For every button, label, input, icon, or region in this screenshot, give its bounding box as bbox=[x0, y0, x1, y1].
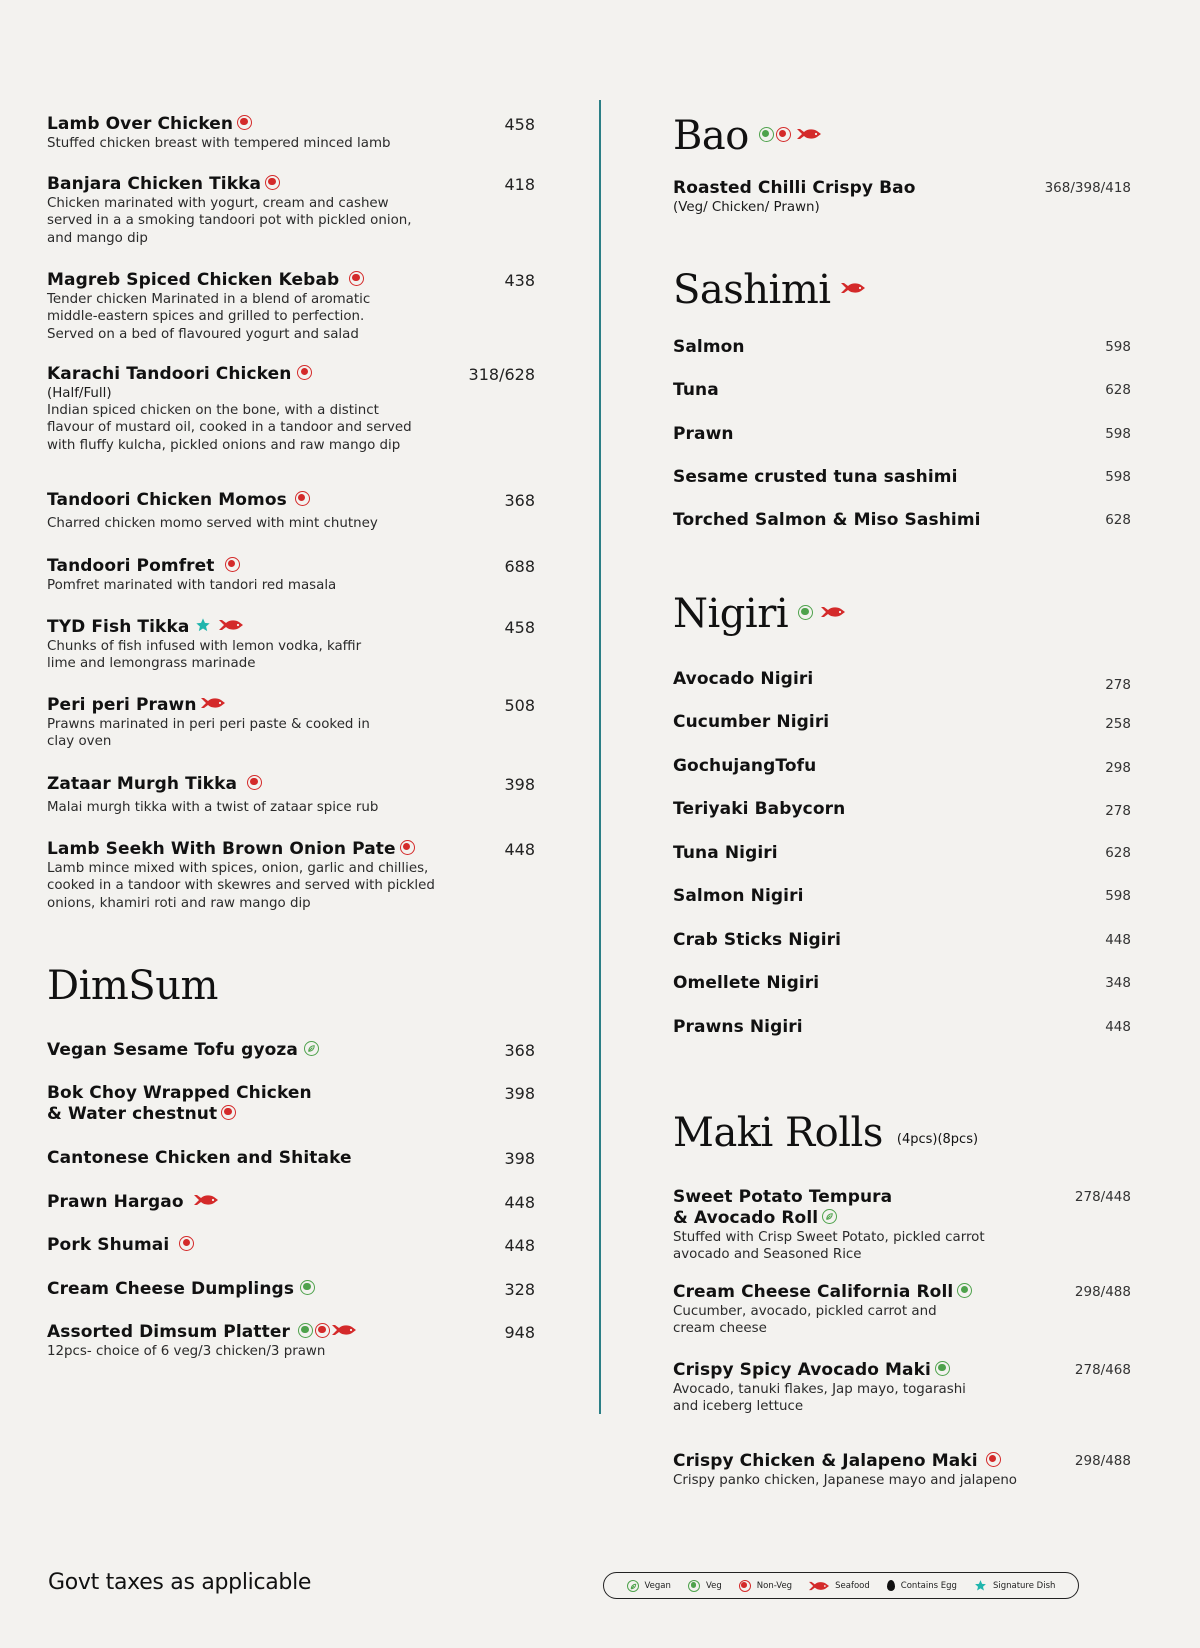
seafood-fish-icon bbox=[841, 282, 865, 294]
item-description: Lamb mince mixed with spices, onion, garlic and chillies, cooked in a tandoor with skewres and served with pickled onions, khamiri roti and raw mango dip bbox=[47, 861, 435, 911]
dietary-legend bbox=[603, 1572, 1079, 1599]
item-name: Cucumber Nigiri bbox=[673, 712, 830, 732]
diet-icons bbox=[237, 115, 252, 130]
menu-item bbox=[47, 556, 535, 594]
menu-item bbox=[673, 712, 1131, 735]
item-name: Omellete Nigiri bbox=[673, 973, 820, 993]
item-description: Chunks of fish infused with lemon vodka, kaffir lime and lemongrass marinade bbox=[47, 639, 362, 672]
diet-icons bbox=[986, 1452, 1001, 1467]
column-divider bbox=[599, 100, 601, 1414]
item-description: Tender chicken Marinated in a blend of aromatic middle-eastern spices and grilled to perfection. Served on a bed of flavoured yogurt and salad bbox=[47, 292, 371, 342]
seafood-fish-icon bbox=[809, 1581, 829, 1591]
diet-icons bbox=[221, 1105, 236, 1120]
legend-item-egg: Contains Egg bbox=[887, 1580, 957, 1591]
menu-item bbox=[673, 1451, 1131, 1489]
menu-item bbox=[673, 380, 1131, 401]
section-title-dimsum: DimSum bbox=[47, 963, 218, 1009]
legend-item-signature: Signature Dish bbox=[974, 1579, 1055, 1592]
legend-item-seafood: Seafood bbox=[809, 1581, 870, 1591]
egg-icon bbox=[887, 1580, 895, 1591]
item-price: 298 bbox=[1105, 760, 1131, 776]
taxes-note: Govt taxes as applicable bbox=[48, 1570, 312, 1595]
non-veg-icon bbox=[295, 491, 310, 506]
menu-item bbox=[673, 799, 1131, 822]
non-veg-icon bbox=[225, 557, 240, 572]
item-name: Assorted Dimsum Platter bbox=[47, 1322, 290, 1342]
item-price: 598 bbox=[1105, 339, 1131, 355]
item-description: Cucumber, avocado, pickled carrot and cream cheese bbox=[673, 1304, 937, 1337]
item-price: 258 bbox=[1105, 716, 1131, 732]
item-price: 598 bbox=[1105, 469, 1131, 485]
diet-icons bbox=[298, 1323, 356, 1338]
non-veg-icon bbox=[315, 1323, 330, 1338]
item-price: 418 bbox=[504, 175, 535, 194]
item-price: 298/488 bbox=[1074, 1453, 1131, 1469]
diet-icons bbox=[179, 1236, 194, 1251]
item-price: 448 bbox=[1105, 932, 1131, 948]
item-price: 628 bbox=[1105, 382, 1131, 398]
item-description: Crispy panko chicken, Japanese mayo and jalapeno bbox=[673, 1473, 1017, 1488]
non-veg-icon bbox=[986, 1452, 1001, 1467]
item-name: Sesame crusted tuna sashimi bbox=[673, 467, 958, 487]
item-description: 12pcs- choice of 6 veg/3 chicken/3 prawn bbox=[47, 1344, 326, 1359]
item-price: 398 bbox=[504, 1149, 535, 1168]
item-description: Stuffed with Crisp Sweet Potato, pickled carrot avocado and Seasoned Rice bbox=[673, 1230, 985, 1263]
menu-item bbox=[673, 843, 1131, 864]
item-price: 278 bbox=[1105, 677, 1131, 693]
menu-item bbox=[673, 337, 1131, 358]
menu-item bbox=[47, 1235, 535, 1256]
item-price: 448 bbox=[1105, 1019, 1131, 1035]
menu-item bbox=[47, 695, 535, 751]
section-title-bao: Bao bbox=[673, 114, 821, 158]
seafood-fish-icon bbox=[332, 1324, 356, 1336]
vegan-leaf-icon bbox=[822, 1209, 837, 1224]
diet-icons bbox=[265, 175, 280, 190]
signature-star-icon bbox=[974, 1579, 987, 1592]
section-diet-icons bbox=[759, 127, 821, 142]
menu-item bbox=[673, 930, 1131, 951]
item-name: Prawn bbox=[673, 424, 734, 444]
signature-star-icon bbox=[195, 617, 211, 633]
item-price: 448 bbox=[504, 840, 535, 859]
diet-icons bbox=[225, 557, 240, 572]
menu-item bbox=[673, 973, 1131, 994]
menu-item bbox=[673, 1017, 1131, 1038]
item-name: Bok Choy Wrapped Chicken bbox=[47, 1083, 312, 1103]
menu-item bbox=[673, 424, 1131, 445]
menu-item bbox=[673, 1360, 1131, 1416]
menu-item bbox=[47, 270, 535, 343]
item-price: 368 bbox=[504, 1041, 535, 1060]
item-description: Stuffed chicken breast with tempered minced lamb bbox=[47, 136, 391, 151]
item-name: Tuna Nigiri bbox=[673, 843, 778, 863]
menu-item bbox=[47, 1083, 535, 1125]
diet-icons bbox=[349, 271, 364, 286]
non-veg-icon bbox=[221, 1105, 236, 1120]
section-portion-note: (4pcs)(8pcs) bbox=[896, 1132, 979, 1147]
item-description: Charred chicken momo served with mint chutney bbox=[47, 516, 378, 531]
menu-item bbox=[673, 1187, 1131, 1264]
veg-icon bbox=[300, 1280, 315, 1295]
item-name: Peri peri Prawn bbox=[47, 695, 197, 715]
diet-icons bbox=[195, 617, 243, 633]
item-name: Prawns Nigiri bbox=[673, 1017, 803, 1037]
item-name: GochujangTofu bbox=[673, 756, 817, 776]
non-veg-icon bbox=[400, 840, 415, 855]
menu-item bbox=[673, 669, 1131, 696]
menu-item bbox=[47, 1148, 535, 1169]
veg-icon bbox=[935, 1361, 950, 1376]
veg-icon bbox=[957, 1283, 972, 1298]
section-title-nigiri: Nigiri bbox=[673, 592, 845, 636]
non-veg-icon bbox=[349, 271, 364, 286]
item-price: 628 bbox=[1105, 845, 1131, 861]
menu-item bbox=[47, 114, 535, 152]
item-portion: (Half/Full) bbox=[47, 386, 112, 401]
item-description: Indian spiced chicken on the bone, with a distinct flavour of mustard oil, cooked in a tandoor and served with fluffy kulcha, pickled onions and raw mango dip bbox=[47, 403, 412, 453]
item-name: Cantonese Chicken and Shitake bbox=[47, 1148, 352, 1168]
item-description: Pomfret marinated with tandori red masala bbox=[47, 578, 337, 593]
item-name: Lamb Seekh With Brown Onion Pate bbox=[47, 839, 396, 859]
item-portion: (Veg/ Chicken/ Prawn) bbox=[673, 200, 820, 215]
legend-item-non-veg: Non-Veg bbox=[739, 1580, 792, 1592]
item-name: Cream Cheese California Roll bbox=[673, 1282, 954, 1302]
menu-item bbox=[47, 174, 535, 247]
non-veg-icon bbox=[739, 1580, 751, 1592]
item-name: Karachi Tandoori Chicken bbox=[47, 364, 292, 384]
menu-item bbox=[47, 617, 535, 673]
item-name: TYD Fish Tikka bbox=[47, 617, 190, 637]
item-name: Lamb Over Chicken bbox=[47, 114, 234, 134]
seafood-fish-icon bbox=[219, 619, 243, 631]
veg-icon bbox=[798, 605, 813, 620]
diet-icons bbox=[935, 1361, 950, 1376]
item-name: Torched Salmon & Miso Sashimi bbox=[673, 510, 981, 530]
menu-item bbox=[47, 774, 535, 816]
item-name: Salmon bbox=[673, 337, 745, 357]
diet-icons bbox=[201, 697, 225, 709]
menu-item bbox=[673, 510, 1131, 531]
section-diet-icons bbox=[841, 282, 865, 294]
seafood-fish-icon bbox=[821, 606, 845, 618]
non-veg-icon bbox=[237, 115, 252, 130]
item-price: 278/448 bbox=[1074, 1189, 1131, 1205]
veg-icon bbox=[759, 127, 774, 142]
item-name: Sweet Potato Tempura bbox=[673, 1187, 893, 1207]
item-price: 508 bbox=[504, 696, 535, 715]
item-name: Roasted Chilli Crispy Bao bbox=[673, 178, 916, 198]
menu-item bbox=[673, 1282, 1131, 1338]
item-price: 348 bbox=[1105, 975, 1131, 991]
menu-item bbox=[673, 467, 1131, 488]
item-price: 598 bbox=[1105, 888, 1131, 904]
seafood-fish-icon bbox=[194, 1194, 218, 1206]
item-description: Prawns marinated in peri peri paste & cooked in clay oven bbox=[47, 717, 370, 750]
menu-item bbox=[47, 1322, 535, 1360]
item-name: Cream Cheese Dumplings bbox=[47, 1279, 295, 1299]
item-name-line2: & Water chestnut bbox=[47, 1104, 218, 1124]
non-veg-icon bbox=[265, 175, 280, 190]
item-price: 278 bbox=[1105, 803, 1131, 819]
item-name: Salmon Nigiri bbox=[673, 886, 804, 906]
item-price: 448 bbox=[504, 1193, 535, 1212]
item-name-line2: & Avocado Roll bbox=[673, 1208, 819, 1228]
item-price: 598 bbox=[1105, 426, 1131, 442]
item-name: Teriyaki Babycorn bbox=[673, 799, 846, 819]
item-price: 438 bbox=[504, 271, 535, 290]
item-price: 368/398/418 bbox=[1044, 180, 1131, 196]
menu-item bbox=[47, 1040, 535, 1061]
item-name: Zataar Murgh Tikka bbox=[47, 774, 238, 794]
item-name: Vegan Sesame Tofu gyoza bbox=[47, 1040, 298, 1060]
menu-item bbox=[673, 756, 1131, 779]
item-price: 278/468 bbox=[1074, 1362, 1131, 1378]
item-description: Avocado, tanuki flakes, Jap mayo, togarashi and iceberg lettuce bbox=[673, 1382, 966, 1415]
legend-item-veg: Veg bbox=[688, 1580, 722, 1592]
item-price: 688 bbox=[504, 557, 535, 576]
item-name: Tandoori Pomfret bbox=[47, 556, 215, 576]
item-price: 318/628 bbox=[468, 365, 535, 384]
menu-item bbox=[47, 364, 535, 454]
item-name: Avocado Nigiri bbox=[673, 669, 814, 689]
item-description: Chicken marinated with yogurt, cream and cashew served in a a smoking tandoori pot with pickled onion, and mango dip bbox=[47, 196, 412, 246]
item-name: Tandoori Chicken Momos bbox=[47, 490, 287, 510]
veg-icon bbox=[298, 1323, 313, 1338]
diet-icons bbox=[304, 1041, 319, 1056]
item-price: 458 bbox=[504, 618, 535, 637]
diet-icons bbox=[300, 1280, 315, 1295]
section-title-maki-rolls: Maki Rolls (4pcs)(8pcs) bbox=[673, 1104, 978, 1162]
section-diet-icons bbox=[798, 605, 845, 620]
section-title-sashimi: Sashimi bbox=[673, 268, 865, 312]
seafood-fish-icon bbox=[797, 128, 821, 140]
non-veg-icon bbox=[247, 775, 262, 790]
item-price: 458 bbox=[504, 115, 535, 134]
item-name: Magreb Spiced Chicken Kebab bbox=[47, 270, 340, 290]
diet-icons bbox=[957, 1283, 972, 1298]
diet-icons bbox=[400, 840, 415, 855]
menu-item bbox=[47, 490, 535, 532]
item-name: Crispy Chicken & Jalapeno Maki bbox=[673, 1451, 978, 1471]
item-price: 448 bbox=[504, 1236, 535, 1255]
veg-icon bbox=[688, 1580, 700, 1592]
item-price: 628 bbox=[1105, 512, 1131, 528]
item-name: Crab Sticks Nigiri bbox=[673, 930, 842, 950]
item-price: 948 bbox=[504, 1323, 535, 1342]
item-name: Pork Shumai bbox=[47, 1235, 170, 1255]
item-name: Banjara Chicken Tikka bbox=[47, 174, 262, 194]
menu-item bbox=[47, 1279, 535, 1300]
diet-icons bbox=[194, 1194, 218, 1206]
non-veg-icon bbox=[776, 127, 791, 142]
non-veg-icon bbox=[297, 365, 312, 380]
item-price: 328 bbox=[504, 1280, 535, 1299]
vegan-leaf-icon bbox=[304, 1041, 319, 1056]
diet-icons bbox=[247, 775, 262, 790]
diet-icons bbox=[297, 365, 312, 380]
non-veg-icon bbox=[179, 1236, 194, 1251]
legend-item-vegan: Vegan bbox=[627, 1580, 671, 1592]
item-price: 398 bbox=[504, 775, 535, 794]
menu-item bbox=[47, 839, 535, 912]
diet-icons bbox=[295, 491, 310, 506]
item-description: Malai murgh tikka with a twist of zataar spice rub bbox=[47, 800, 379, 815]
vegan-leaf-icon bbox=[627, 1580, 639, 1592]
item-name: Tuna bbox=[673, 380, 719, 400]
item-name: Prawn Hargao bbox=[47, 1192, 184, 1212]
item-price: 398 bbox=[504, 1084, 535, 1103]
item-name: Crispy Spicy Avocado Maki bbox=[673, 1360, 931, 1380]
menu-item bbox=[47, 1192, 535, 1213]
seafood-fish-icon bbox=[201, 697, 225, 709]
menu-item bbox=[673, 178, 1131, 216]
item-price: 368 bbox=[504, 491, 535, 510]
diet-icons bbox=[822, 1209, 837, 1224]
item-price: 298/488 bbox=[1074, 1284, 1131, 1300]
menu-item bbox=[673, 886, 1131, 907]
